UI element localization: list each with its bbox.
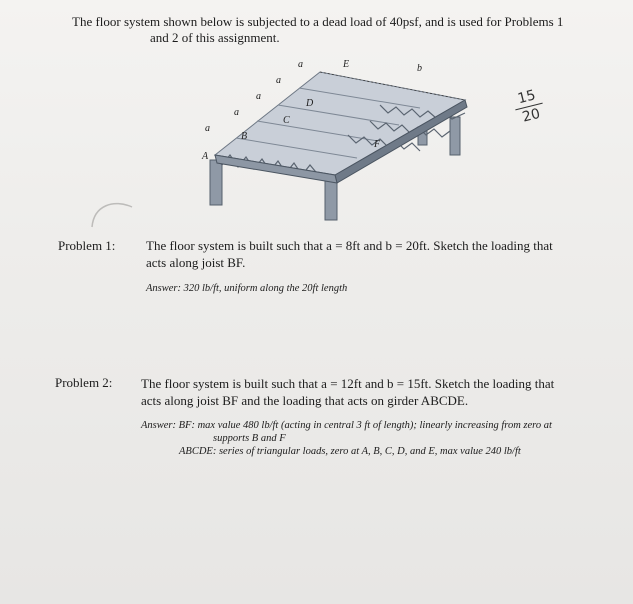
problem-2-answer [141, 419, 626, 458]
problem-2-answer-line-1: Answer: BF: max value 480 lb/ft (acting in central 3 ft of length); linearly increasing from zero at [141, 420, 552, 431]
dimension-a: a [256, 91, 261, 102]
score-top: 15 [516, 87, 538, 108]
intro-paragraph [72, 14, 592, 46]
problem-1-line-1: The floor system is built such that a = 8ft and b = 20ft. Sketch the loading that [146, 238, 553, 253]
intro-line-1: The floor system shown below is subjected to a dead load of 40psf, and is used for Problems 1 [72, 14, 564, 29]
problem-2-line-2: acts along joist BF and the loading that acts on girder ABCDE. [141, 393, 469, 408]
column-front-left [210, 160, 222, 205]
dimension-a: a [205, 123, 210, 134]
problem-2-line-1: The floor system is built such that a = 12ft and b = 15ft. Sketch the loading that [141, 376, 555, 391]
problem-2-label: Problem 2: [55, 375, 113, 390]
problem-2-answer-line-3: ABCDE: series of triangular loads, zero at A, B, C, D, and E, max value 240 lb/ft [179, 446, 521, 457]
label-D: D [306, 98, 314, 109]
dimension-b: b [417, 63, 422, 74]
problem-2-answer-line-2: supports B and F [213, 433, 286, 444]
label-E: E [343, 59, 350, 70]
dimension-a: a [234, 107, 239, 118]
intro-line-2: and 2 of this assignment. [150, 30, 280, 45]
label-A: A [202, 151, 209, 162]
problem-1-line-2: acts along joist BF. [146, 255, 246, 270]
label-C: C [283, 115, 290, 126]
problem-1-label: Problem 1: [58, 238, 116, 253]
dimension-a: a [276, 75, 281, 86]
dimension-a: a [298, 59, 303, 70]
problem-2-text [141, 375, 621, 409]
label-B: B [241, 131, 248, 142]
problem-1-answer: Answer: 320 lb/ft, uniform along the 20ft length [146, 283, 348, 294]
score-bottom: 20 [520, 105, 542, 126]
floor-system-figure [180, 55, 480, 225]
pencil-mark [84, 197, 144, 237]
handwritten-score [511, 87, 546, 126]
column-back-right [450, 117, 460, 155]
label-F: F [374, 139, 381, 150]
problem-1-text [146, 237, 616, 271]
